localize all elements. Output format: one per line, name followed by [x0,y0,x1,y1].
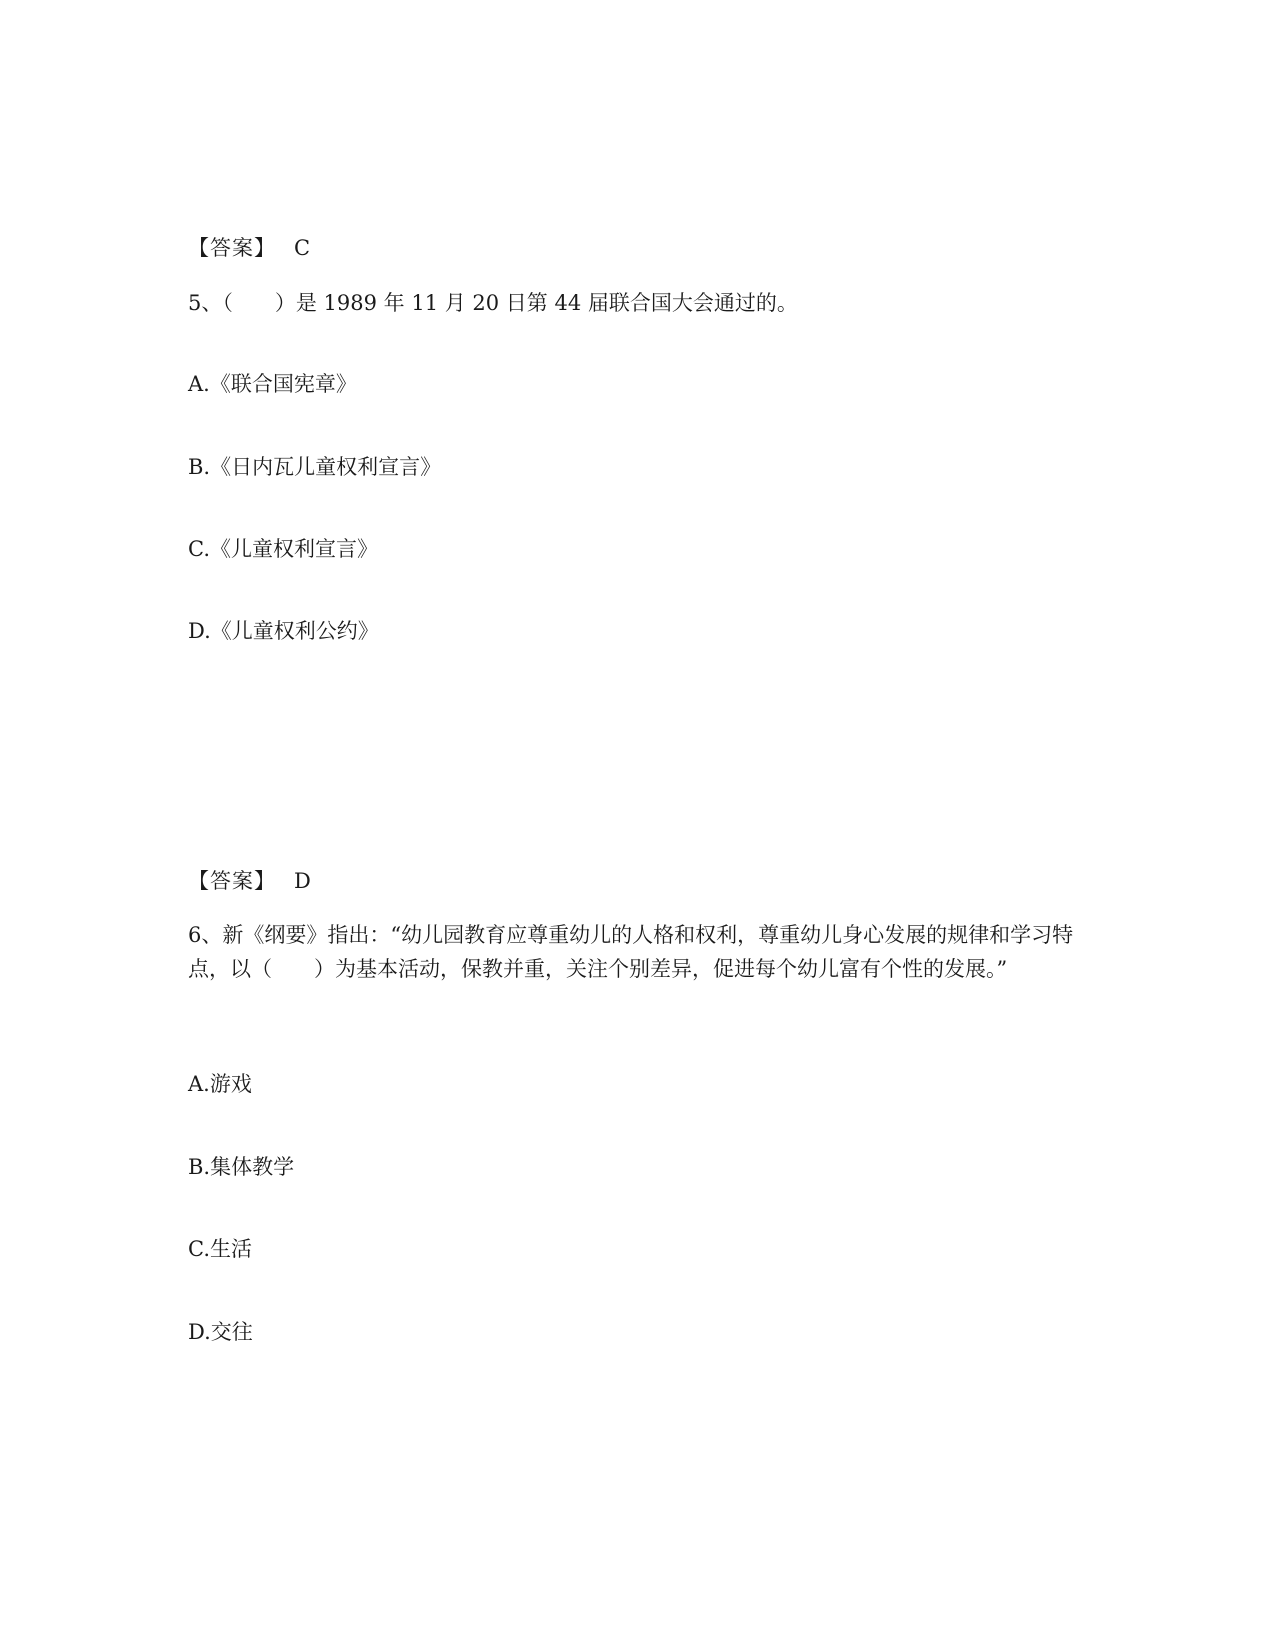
question-5-option-b: B.《日内瓦儿童权利宣言》 [188,455,442,479]
question-6-stem: 6、新《纲要》指出：“幼儿园教育应尊重幼儿的人格和权利，尊重幼儿身心发展的规律和学习特点，以（ ）为基本活动，保教并重，关注个别差异，促进每个幼儿富有个性的发展。” [188,923,1074,981]
question-6-option-a: A.游戏 [188,1072,252,1096]
question-5-stem: 5、（ ）是 1989 年 11 月 20 日第 44 届联合国大会通过的。 [188,291,798,315]
question-6-option-c: C.生活 [188,1237,252,1261]
question-6-option-d: D.交往 [188,1320,253,1344]
answer-line-q5 [188,865,311,897]
answer-line-q4 [188,232,310,264]
question-6-option-b: B.集体教学 [188,1155,295,1179]
question-5-option-a: A.《联合国宪章》 [188,372,357,396]
question-5-option-d: D.《儿童权利公约》 [188,619,379,643]
answer-label: 【答案】 [188,236,276,260]
question-5-option-c: C.《儿童权利宣言》 [188,537,378,561]
answer-value: C [294,236,311,260]
answer-label: 【答案】 [188,869,276,893]
answer-value: D [294,869,311,893]
